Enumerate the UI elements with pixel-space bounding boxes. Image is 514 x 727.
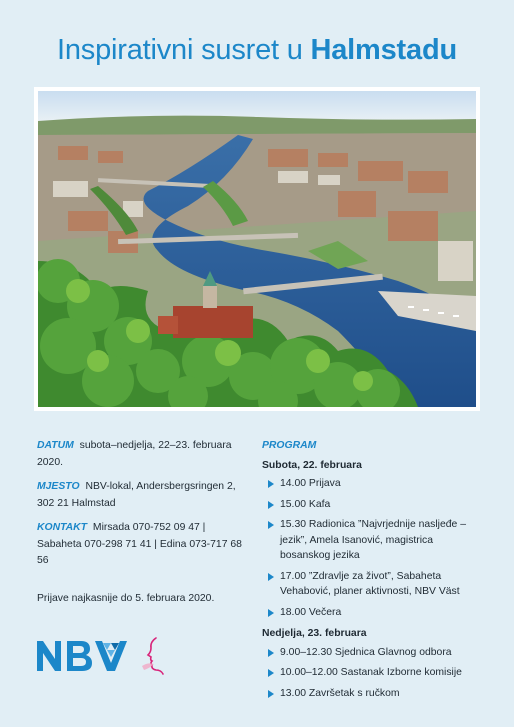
program-label: PROGRAM: [262, 440, 317, 451]
program-item: [262, 517, 482, 564]
program-item-text: 14.00 Prijava: [280, 478, 341, 489]
face-profile-icon: [136, 636, 168, 676]
triangle-bullet-icon: [268, 669, 274, 677]
title-part2: Halmstadu: [310, 34, 457, 66]
triangle-bullet-icon: [268, 609, 274, 617]
program-item-text: 17.00 ”Zdravlje za život”, Sabaheta Vehabović, planer aktivnosti, NBV Väst: [280, 570, 460, 597]
program-item: [262, 497, 482, 513]
day-title: Subota, 22. februara: [262, 459, 362, 471]
place-label: MJESTO: [37, 481, 80, 492]
program-item: [262, 645, 482, 661]
registration-deadline: Prijave najkasnije do 5. februara 2020.: [37, 592, 215, 604]
program-item-text: 15.30 Radionica ”Najvrjednije nasljeđe – jezik”, Amela Isanović, magistrica bosanskog jezika: [280, 519, 466, 561]
contact-value: Mirsada 070-752 09 47 | Sabaheta 070-298 71 41 | Edina 073-717 68 56: [37, 522, 242, 566]
day-items: [262, 645, 482, 702]
contact-info: [37, 520, 252, 570]
program-item: [262, 686, 482, 702]
triangle-bullet-icon: [268, 690, 274, 698]
program-section: [262, 438, 482, 706]
event-info: [37, 438, 252, 615]
title-part1: Inspirativni susret u: [57, 34, 303, 66]
nbv-logo: [37, 641, 127, 671]
date-label: DATUM: [37, 440, 74, 451]
date-info: [37, 438, 252, 471]
city-photo: [34, 87, 480, 411]
place-info: [37, 479, 252, 512]
triangle-bullet-icon: [268, 480, 274, 488]
page-title: [0, 34, 514, 67]
program-item: [262, 605, 482, 621]
program-item-text: 18.00 Večera: [280, 606, 342, 618]
program-item: [262, 569, 482, 600]
city-photo-illustration: [38, 91, 476, 407]
program-item: [262, 476, 482, 492]
contact-label: KONTAKT: [37, 522, 88, 533]
triangle-bullet-icon: [268, 649, 274, 657]
day-title: Nedjelja, 23. februara: [262, 628, 367, 639]
day-items: [262, 476, 482, 620]
triangle-bullet-icon: [268, 573, 274, 581]
triangle-bullet-icon: [268, 501, 274, 509]
program-item: [262, 665, 482, 681]
place-value: NBV-lokal, Andersbergsringen 2, 302 21 Halmstad: [37, 481, 236, 509]
program-item-text: 10.00–12.00 Sastanak Izborne komisije: [280, 667, 462, 678]
program-item-text: 9.00–12.30 Sjednica Glavnog odbora: [280, 646, 452, 658]
program-item-text: 15.00 Kafa: [280, 498, 331, 510]
date-value: subota–nedjelja, 22–23. februara 2020.: [37, 440, 232, 468]
program-item-text: 13.00 Završetak s ručkom: [280, 687, 400, 699]
triangle-bullet-icon: [268, 521, 274, 529]
